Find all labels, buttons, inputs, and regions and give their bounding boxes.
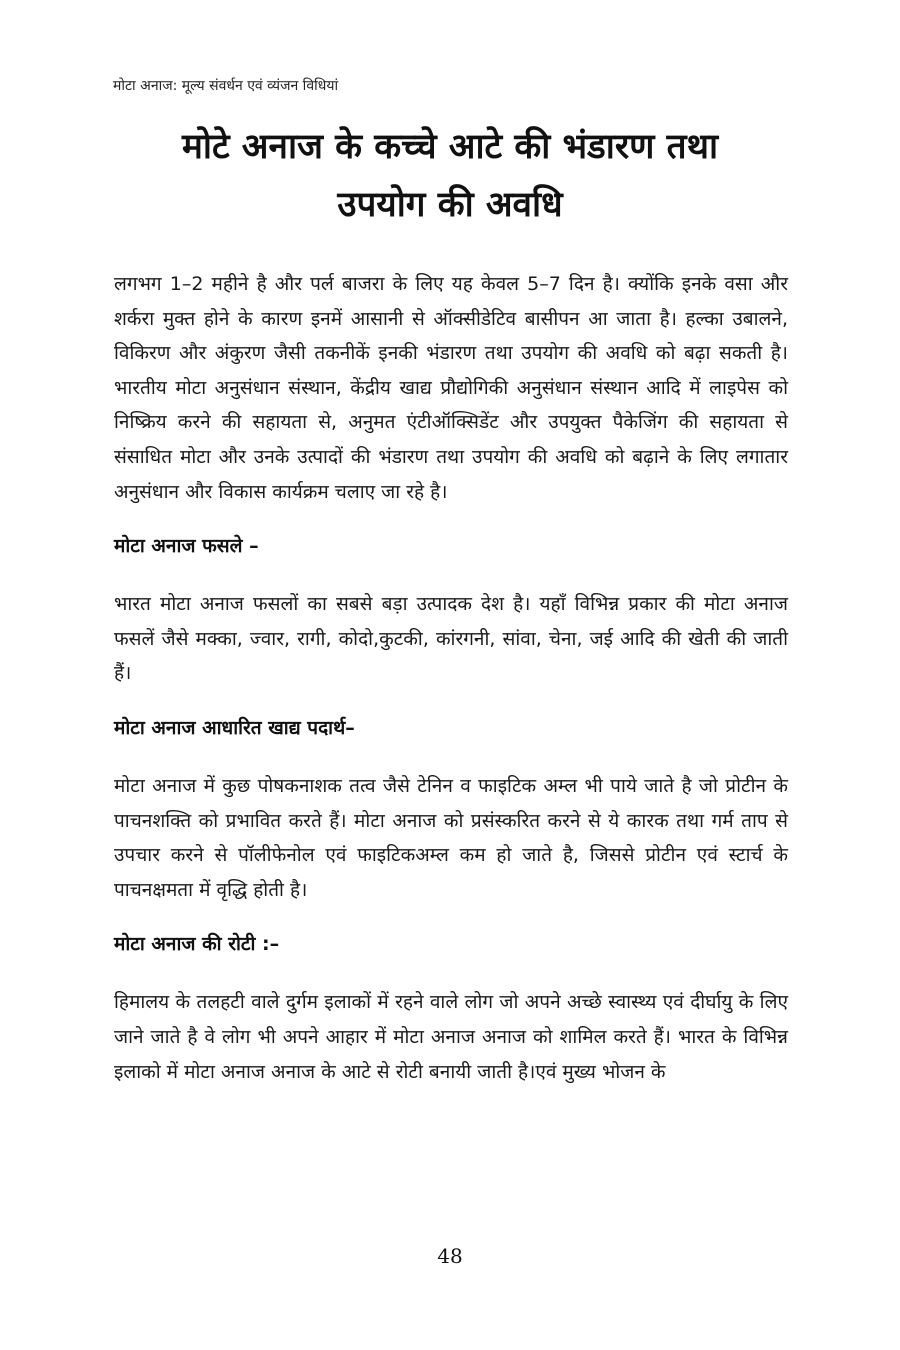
section-heading-crops: मोटा अनाज फसले – <box>114 535 259 558</box>
intro-paragraph: लगभग 1–2 महीने है और पर्ल बाजरा के लिए यह केवल 5–7 दिन है। क्योंकि इनके वसा और शर्करा मुक्त होने के कारण इनमें आसानी से ऑक्सीडेटिव बासीपन आ जाता है। हल्का उबालने, विकिरण और अंकुरण जैसी तकनीकें इनकी भंडारण तथा उपयोग की अवधि को बढ़ा सकती है। भारतीय मोटा अनुसंधान संस्थान, केंद्रीय खाद्य प्रौद्योगिकी अनुसंधान संस्थान आदि में लाइपेस को निष्क्रिय करने की सहायता से, अनुमत एंटीऑक्सिडेंट और उपयुक्त पैकेजिंग की सहायता से संसाधित मोटा और उनके उत्पादों की भंडारण तथा उपयोग की अवधि को बढ़ाने के लिए लगातार अनुसंधान और विकास कार्यक्रम चलाए जा रहे है। <box>114 273 788 503</box>
page-title-line-1: मोटे अनाज के कच्चे आटे की भंडारण तथा <box>181 127 719 167</box>
section-paragraph-roti: हिमालय के तलहटी वाले दुर्गम इलाकों में रहने वाले लोग जो अपने अच्छे स्वास्थ्य एवं दीर्घायु के लिए जाने जाते है वे लोग भी अपने आहार में मोटा अनाज अनाज को शामिल करते हैं। भारत के विभिन्न इलाको में मोटा अनाज अनाज के आटे से रोटी बनायी जाती है।एवं मुख्य भोजन के <box>114 991 788 1083</box>
body-content <box>114 267 788 1089</box>
section-paragraph-food-products: मोटा अनाज में कुछ पोषकनाशक तत्व जैसे टेनिन व फाइटिक अम्ल भी पाये जाते है जो प्रोटीन के पाचनशक्ति को प्रभावित करते हैं। मोटा अनाज को प्रसंस्करित करने से ये कारक तथा गर्म ताप से उपचार करने से पॉलीफेनोल एवं फाइटिकअम्ल कम हो जाते है, जिससे प्रोटीन एवं स्टार्च के पाचनक्षमता में वृद्धि होती है। <box>114 774 788 901</box>
page-title <box>100 118 800 234</box>
section-heading-food-products: मोटा अनाज आधारित खाद्य पदार्थ– <box>114 716 355 739</box>
running-header: मोटा अनाज: मूल्य संवर्धन एवं व्यंजन विधियां <box>113 78 339 94</box>
page-number: 48 <box>437 1244 463 1268</box>
page-title-line-2: उपयोग की अवधि <box>337 185 563 225</box>
section-paragraph-crops: भारत मोटा अनाज फसलों का सबसे बड़ा उत्पादक देश है। यहाँ विभिन्न प्रकार की मोटा अनाज फसलें जैसे मक्का, ज्वार, रागी, कोदो,कुटकी, कांरगनी, सांवा, चेना, जई आदि की खेती की जाती हैं। <box>114 593 788 685</box>
section-heading-roti: मोटा अनाज की रोटी :– <box>114 933 280 956</box>
